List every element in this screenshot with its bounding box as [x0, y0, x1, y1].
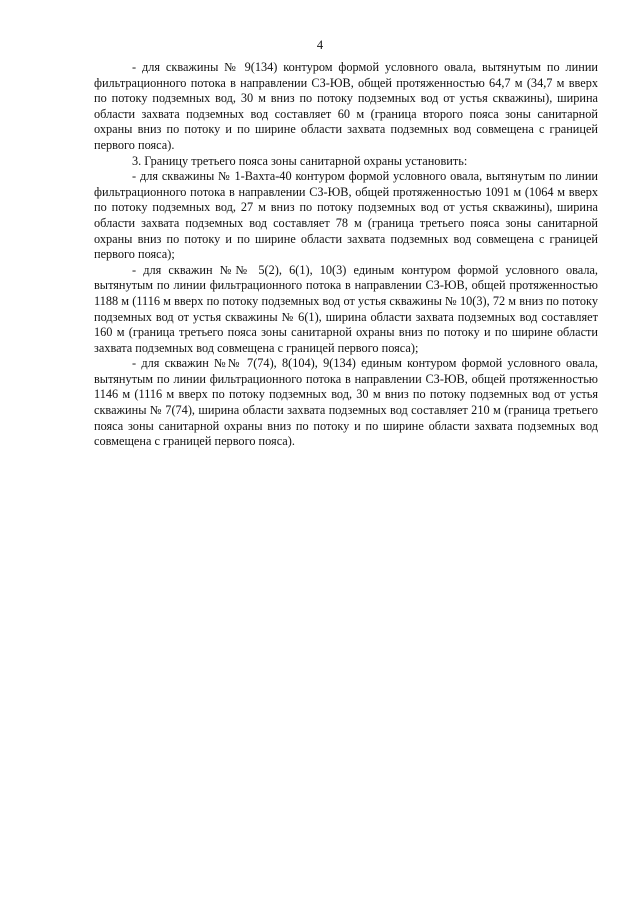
paragraph-third-belt-heading: 3. Границу третьего пояса зоны санитарной охраны установить: — [132, 153, 468, 168]
paragraph-wells-5-6-10: - для скважин №№ 5(2), 6(1), 10(3) единым контуром формой условного овала, вытянутым по линии фильтрационного потока в направлении СЗ-ЮВ, общей протяженностью 1188 м (1116 м вверх по потоку подземных вод от устья скважины № 10(3), 72 м вниз по потоку подземных вод от устья скважины № 6(1), ширина области захвата подземных вод составляет 160 м (граница третьего пояса зоны санитарной охраны вниз по потоку и по ширине области захвата подземных вод совмещена с границей первого пояса); — [94, 262, 598, 355]
paragraph-wells-7-8-9: - для скважин №№ 7(74), 8(104), 9(134) единым контуром формой условного овала, вытянутым по линии фильтрационного потока в направлении СЗ-ЮВ, общей протяженностью 1146 м (1116 м вверх по потоку подземных вод, 30 м вниз по потоку подземных вод от устья скважины № 7(74), ширина области захвата подземных вод составляет 210 м (граница третьего пояса зоны санитарной охраны вниз по потоку и по ширине области захвата подземных вод совмещена с границей первого пояса). — [94, 356, 598, 449]
paragraph-well-9-second-belt: - для скважины № 9(134) контуром формой условного овала, вытянутым по линии фильтрационного потока в направлении СЗ-ЮВ, общей протяженностью 64,7 м (34,7 м вверх по потоку подземных вод, 30 м вниз по потоку подземных вод от устья скважины), ширина области захвата подземных вод составляет 60 м (граница второго пояса зоны санитарной охраны вниз по потоку и по ширине области захвата подземных вод совмещена с границей первого пояса). — [94, 60, 598, 152]
paragraph-well-1-vakhta-40: - для скважины № 1-Вахта-40 контуром формой условного овала, вытянутым по линии фильтрационного потока в направлении СЗ-ЮВ, общей протяженностью 1091 м (1064 м вверх по потоку подземных вод, 27 м вниз по потоку подземных вод от устья скважины), ширина области захвата подземных вод составляет 78 м (граница третьего пояса зоны санитарной охраны вниз по потоку и по ширине области захвата подземных вод совмещена с границей первого пояса); — [94, 169, 598, 262]
page-number: 4 — [316, 38, 324, 52]
document-body — [94, 60, 598, 450]
